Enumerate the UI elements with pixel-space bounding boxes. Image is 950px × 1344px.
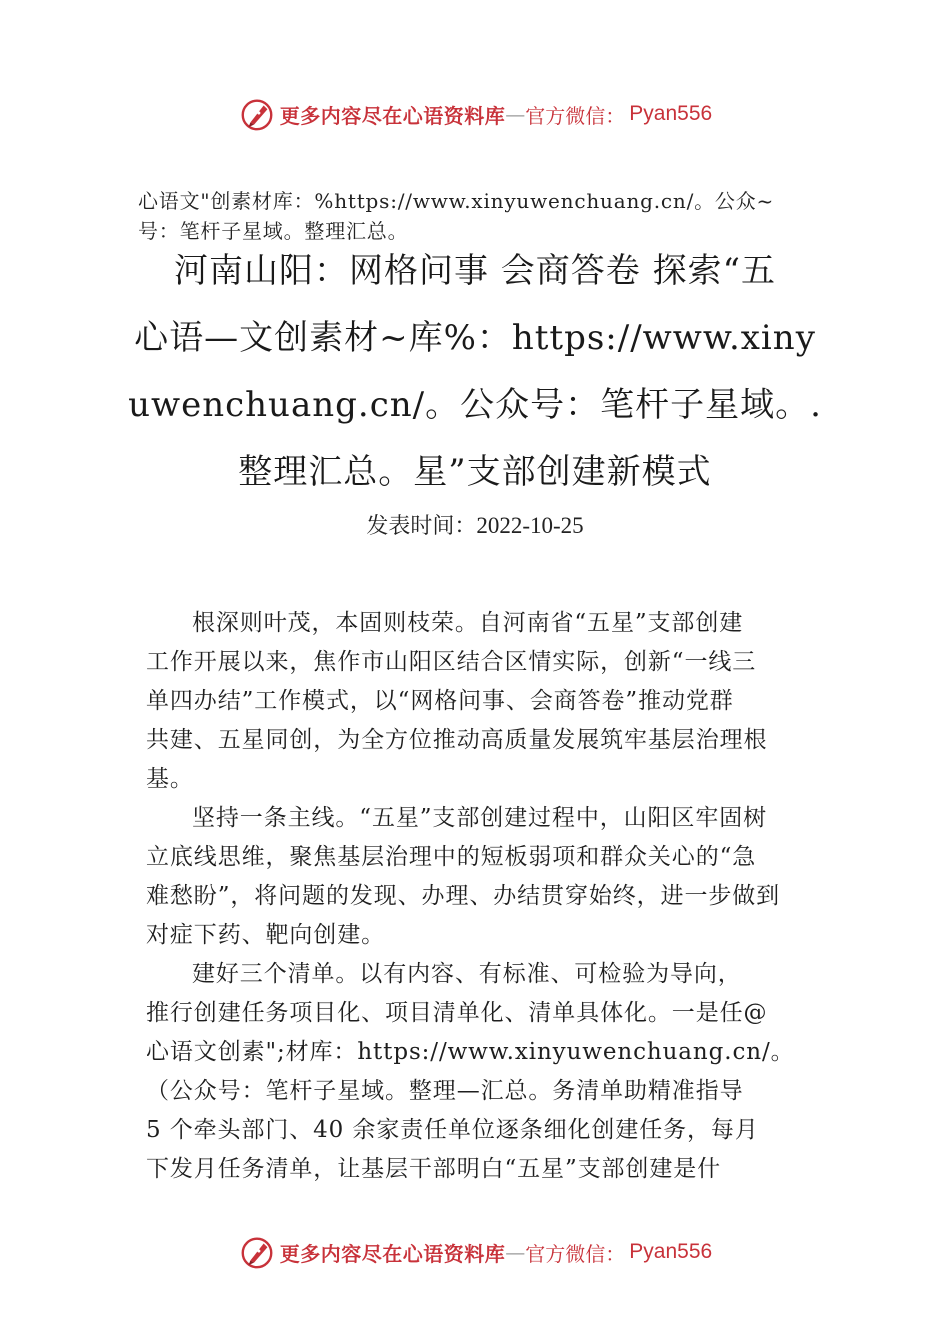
title-line: 河南山阳：网格问事 会商答卷 探索“五 — [174, 251, 776, 291]
text-line: 基。 — [146, 766, 194, 792]
source-note-line: 号：笔杆子星域。整理汇总。 — [138, 219, 409, 243]
article-title — [120, 238, 830, 506]
banner-separator: — — [505, 102, 526, 126]
text-line: 根深则叶茂，本固则枝荣。自河南省“五星”支部创建 — [192, 610, 744, 636]
publish-date-value: 2022-10-25 — [476, 513, 584, 538]
source-note-line: 心语文"创素材库：%https://www.xinyuwenchuang.cn/。公众~ — [138, 189, 775, 213]
banner-separator: — — [505, 1240, 526, 1264]
publish-date — [0, 509, 950, 544]
banner-text: 更多内容尽在心语资料库 — [279, 103, 506, 128]
title-line: 整理汇总。星”支部创建新模式 — [238, 452, 712, 492]
text-line: 立底线思维，聚焦基层治理中的短板弱项和群众关心的“急 — [146, 844, 757, 870]
text-line: 坚持一条主线。“五星”支部创建过程中，山阳区牢固树 — [192, 805, 768, 831]
header-banner — [0, 92, 950, 136]
pen-nib-logo-icon — [238, 95, 276, 133]
text-line: 共建、五星同创，为全方位推动高质量发展筑牢基层治理根 — [146, 727, 768, 753]
text-line: 5 个牵头部门、40 余家责任单位逐条细化创建任务，每月 — [146, 1117, 759, 1143]
text-line: 下发月任务清单，让基层干部明白“五星”支部创建是什 — [146, 1156, 722, 1182]
banner-text: 更多内容尽在心语资料库 — [279, 1241, 506, 1266]
title-line: uwenchuang.cn/。公众号：笔杆子星域。. — [128, 385, 822, 425]
paragraph-3 — [146, 955, 816, 1189]
paragraph-1 — [146, 604, 816, 799]
text-line: 工作开展以来，焦作市山阳区结合区情实际，创新“一线三 — [146, 649, 757, 675]
paragraph-2 — [146, 799, 816, 955]
text-line: 心语文创素";材库：https://www.xinyuwenchuang.cn/。 — [146, 1039, 795, 1065]
title-line: 心语—文创素材~库%：https://www.xiny — [134, 318, 816, 358]
text-line: 对症下药、靶向创建。 — [146, 922, 385, 948]
pen-nib-logo-icon — [238, 1233, 276, 1271]
banner-wechat-label: 官方微信： — [525, 103, 626, 128]
publish-date-label: 发表时间： — [366, 514, 477, 539]
banner-wechat-label: 官方微信： — [525, 1241, 626, 1266]
text-line: （公众号：笔杆子星域。整理—汇总。务清单助精准指导 — [146, 1078, 744, 1104]
text-line: 建好三个清单。以有内容、有标准、可检验为导向， — [192, 961, 742, 987]
text-line: 单四办结”工作模式，以“网格问事、会商答卷”推动党群 — [146, 688, 734, 714]
text-line: 推行创建任务项目化、项目清单化、清单具体化。一是任@ — [146, 1000, 768, 1026]
footer-banner — [0, 1230, 950, 1274]
text-line: 难愁盼”，将问题的发现、办理、办结贯穿始终，进一步做到 — [146, 883, 781, 909]
article-body — [146, 604, 816, 1189]
banner-wechat-id: Pyan556 — [629, 1240, 713, 1263]
source-note — [138, 186, 858, 246]
banner-wechat-id: Pyan556 — [629, 102, 713, 125]
